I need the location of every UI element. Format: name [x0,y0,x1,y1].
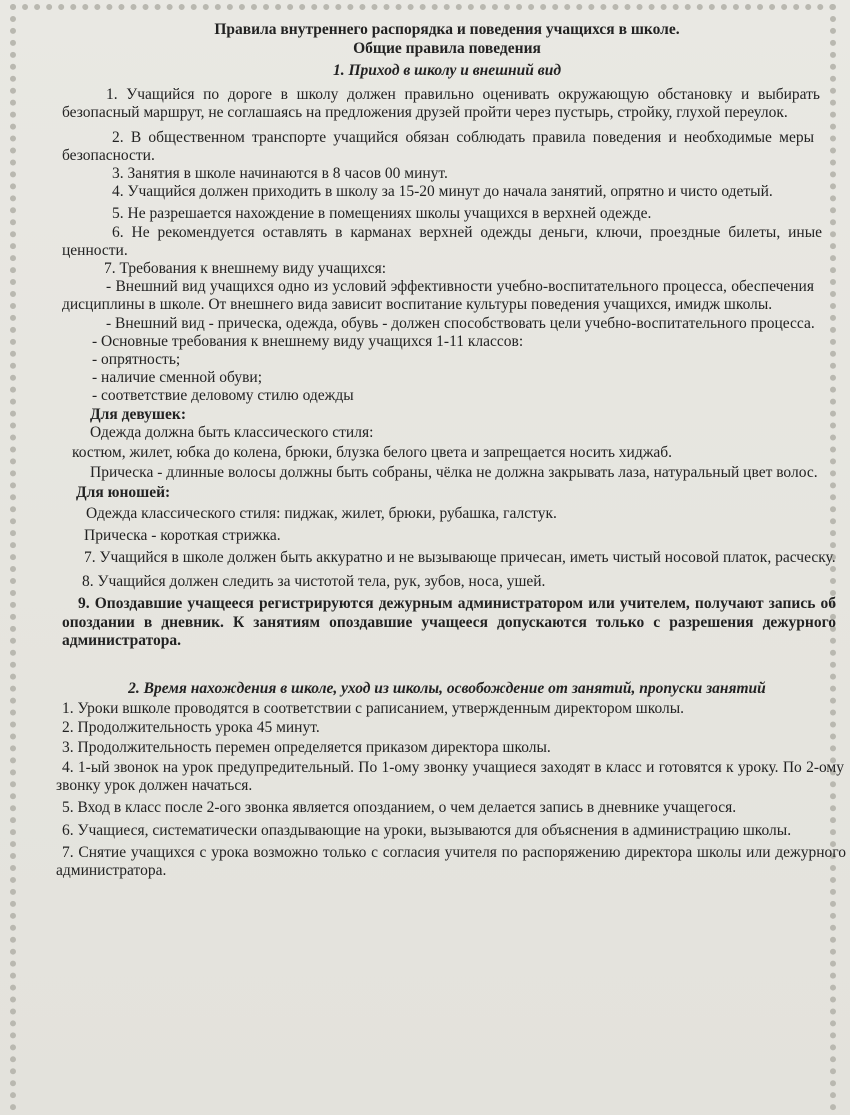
rule-2-4: 4. 1-ый звонок на урок предупредительный. По 1-ому звонку учащиеся заходят в класс и готовятся к уроку. По 2-ому звонку урок должен начаться. [56,758,844,795]
requirement-3: - соответствие деловому стилю одежды [92,387,354,405]
appearance-note-3: - Основные требования к внешнему виду учащихся 1-11 классов: [92,332,524,350]
boys-line-1: Одежда классического стиля: пиджак, жилет, брюки, рубашка, галстук. [86,504,557,522]
girls-line-2: костюм, жилет, юбка до колена, брюки, блузка белого цвета и запрещается носить хиджаб. [72,444,673,462]
requirement-1: - опрятность; [92,351,181,369]
rule-1-5: 5. Не разрешается нахождение в помещениях школы учащихся в верхней одежде. [112,205,652,223]
girls-line-1: Одежда должна быть классического стиля: [90,423,374,441]
girls-heading: Для девушек: [90,405,186,423]
section-2-heading: 2. Время нахождения в школе, уход из школы, освобождение от занятий, пропуски занятий [128,680,766,698]
boys-heading: Для юношей: [76,484,171,502]
document-body [56,14,846,880]
document-title: Правила внутреннего распорядка и поведения учащихся в школе. [214,21,680,38]
rule-1-7b: 7. Учащийся в школе должен быть аккуратно и не вызывающе причесан, иметь чистый носовой платок, расческу. [84,549,836,567]
appearance-note-2: - Внешний вид - прическа, одежда, обувь - должен способствовать цели учебно-воспитательного процесса. [106,314,815,332]
rule-2-7: 7. Снятие учащихся с урока возможно только с согласия учителя по распоряжению директора школы или дежурного администратора. [56,843,846,879]
requirement-2: - наличие сменной обуви; [92,369,263,387]
rule-1-4: 4. Учащийся должен приходить в школу за 15-20 минут до начала занятий, опрятно и чисто одетый. [112,183,773,201]
girls-line-3: Прическа - длинные волосы должны быть собраны, чёлка не должна закрывать лаза, натуральный цвет волос. [90,464,818,482]
rule-2-5: 5. Вход в класс после 2-ого звонка является опозданием, о чем делается запись в дневнике учащегося. [62,799,737,817]
rule-1-7: 7. Требования к внешнему виду учащихся: [104,260,387,278]
rule-1-2: 2. В общественном транспорте учащийся обязан соблюдать правила поведения и необходимые меры безопасности. [62,128,814,164]
rule-2-3: 3. Продолжительность перемен определяется приказом директора школы. [62,738,551,756]
rule-1-8: 8. Учащийся должен следить за чистотой тела, рук, зубов, носа, ушей. [82,573,546,591]
rule-1-9: 9. Опоздавшие учащееся регистрируются дежурным администратором или учителем, получают запись об опоздании в дневник. К занятиям опоздавшие учащееся допускаются только с разрешения дежурного администратора. [62,595,836,649]
section-1-heading: 1. Приход в школу и внешний вид [332,62,562,79]
rule-2-2: 2. Продолжительность урока 45 минут. [62,718,320,736]
rule-1-1: 1. Учащийся по дороге в школу должен правильно оценивать окружающую обстановку и выбирать безопасный маршрут, не соглашаясь на предложения друзей пройти через пустырь, стройку, глухой переулок. [62,86,820,122]
rule-2-1: 1. Уроки вшколе проводятся в соответствии с раписанием, утвержденным директором школы. [62,700,685,718]
rule-1-6: 6. Не рекомендуется оставлять в карманах верхней одежды деньги, ключи, проездные билеты, иные ценности. [62,223,822,259]
rule-1-3: 3. Занятия в школе начинаются в 8 часов 00 минут. [112,165,448,183]
rule-2-6: 6. Учащиеся, систематически опаздывающие на уроки, вызываются для объяснения в администрацию школы. [62,821,792,839]
boys-line-2: Прическа - короткая стрижка. [84,526,281,544]
appearance-note-1: - Внешний вид учащихся одно из условий эффективности учебно-воспитательного процесса, обеспечения дисциплины в школе. От внешнего вида зависит воспитание культуры поведения учащихся, имидж школы. [62,278,814,314]
document-subtitle: Общие правила поведения [353,40,541,57]
